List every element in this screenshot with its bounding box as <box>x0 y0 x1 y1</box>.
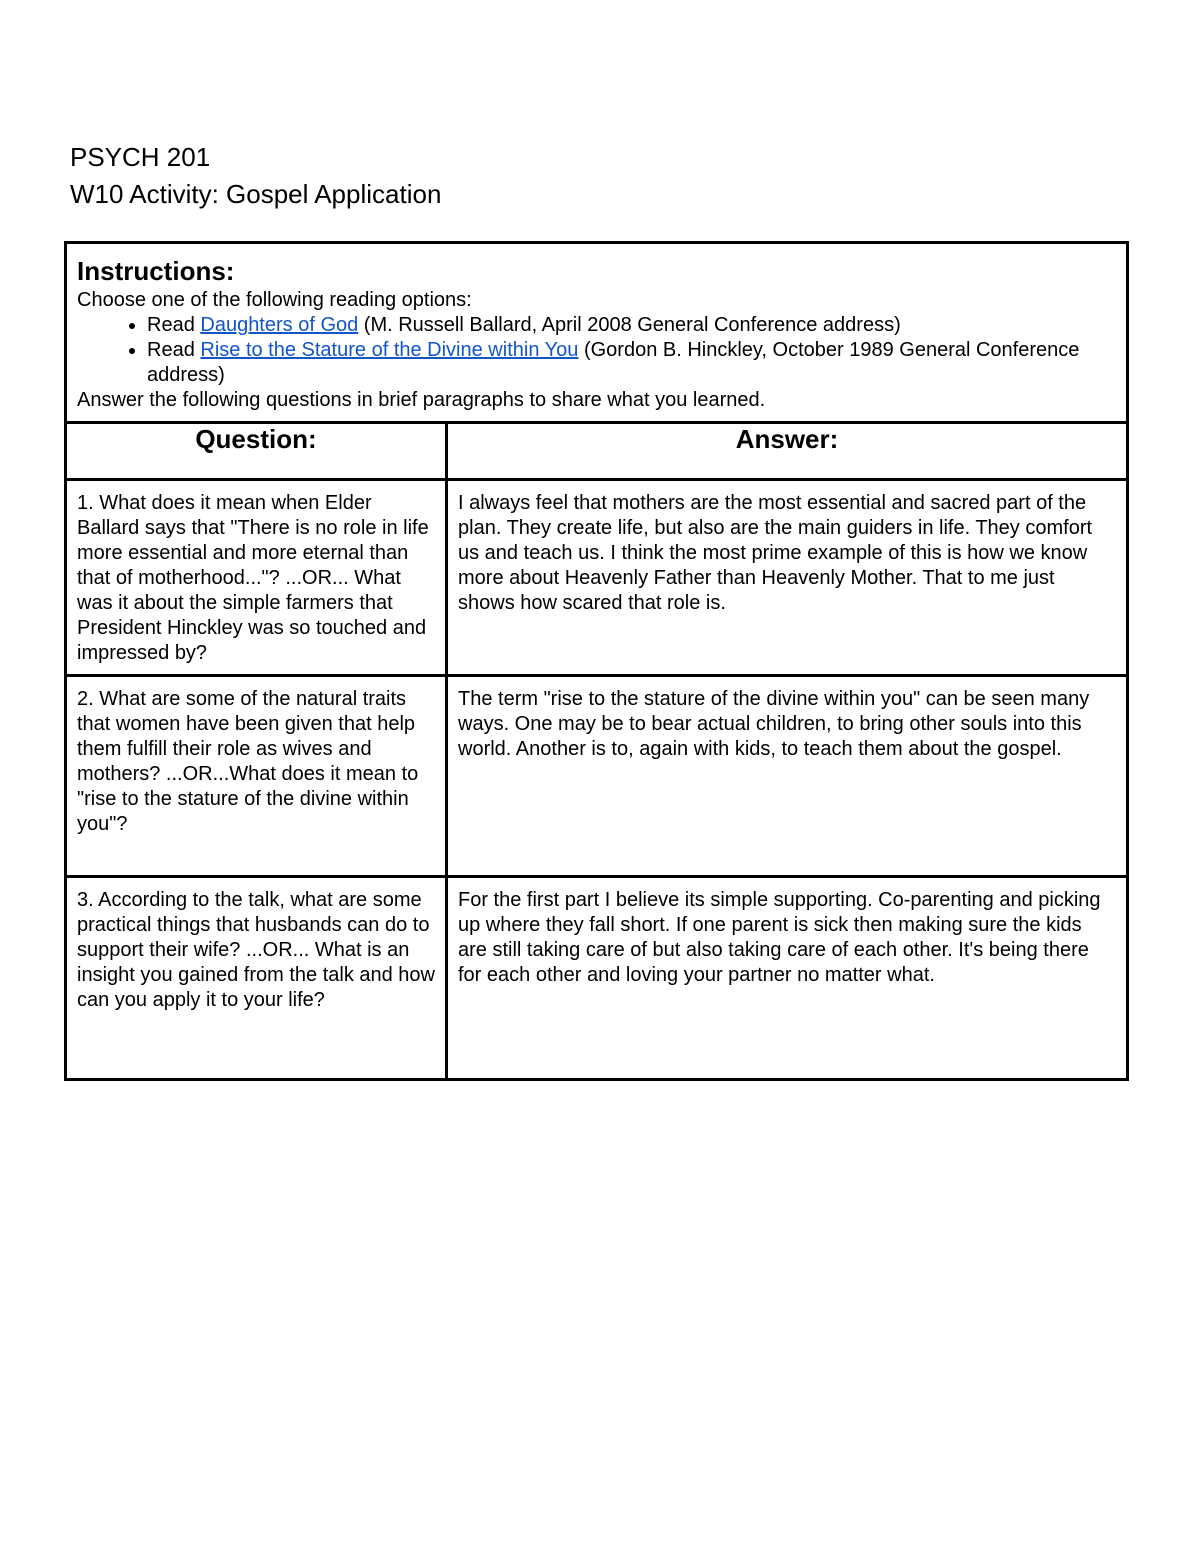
answer-cell-1[interactable]: I always feel that mothers are the most essential and sacred part of the plan. They create life, but also are the main guiders in life. They comfort us and teach us. I think the most prime example of this is how we know more about Heavenly Father than Heavenly Mother. That to me just shows how scared that role is. <box>447 480 1128 676</box>
reading-option-citation: (M. Russell Ballard, April 2008 General Conference address) <box>358 314 901 336</box>
instructions-row <box>66 243 1128 423</box>
activity-title: W10 Activity: Gospel Application <box>70 179 442 209</box>
instructions-heading: Instructions: <box>77 256 235 286</box>
instructions-cell <box>66 243 1128 423</box>
table-row <box>66 877 1128 1080</box>
instructions-outro: Answer the following questions in brief paragraphs to share what you learned. <box>77 389 766 411</box>
reading-option-hinckley <box>147 338 1116 388</box>
daughters-of-god-link[interactable]: Daughters of God <box>200 314 359 336</box>
question-column-header: Question: <box>66 423 447 480</box>
rise-to-the-stature-link[interactable]: Rise to the Stature of the Divine within You <box>200 339 579 361</box>
answer-cell-3[interactable]: For the first part I believe its simple supporting. Co-parenting and picking up where they fall short. If one parent is sick then making sure the kids are still taking care of but also taking care of each other. It's being there for each other and loving your partner no matter what. <box>447 877 1128 1080</box>
course-title: PSYCH 201 <box>70 142 211 172</box>
reading-option-prefix: Read <box>147 314 201 336</box>
worksheet-table <box>64 241 1129 1081</box>
question-cell-2: 2. What are some of the natural traits that women have been given that help them fulfill their role as wives and mothers? ...OR...What does it mean to "rise to the stature of the divine within you"? <box>66 676 447 877</box>
column-header-row <box>66 423 1128 480</box>
reading-option-citation: (Gordon B. Hinckley, October 1989 General Conference address) <box>147 339 1080 386</box>
instructions-intro: Choose one of the following reading options: <box>77 289 472 311</box>
reading-option-prefix: Read <box>147 339 201 361</box>
answer-cell-2[interactable]: The term "rise to the stature of the divine within you" can be seen many ways. One may be to bear actual children, to bring other souls into this world. Another is to, again with kids, to teach them about the gospel. <box>447 676 1128 877</box>
reading-option-ballard <box>147 313 1116 338</box>
question-cell-1: 1. What does it mean when Elder Ballard says that "There is no role in life more essential and more eternal than that of motherhood..."? ...OR... What was it about the simple farmers that President Hinckley was so touched and impressed by? <box>66 480 447 676</box>
reading-options-list <box>77 313 1116 388</box>
answer-column-header: Answer: <box>447 423 1128 480</box>
table-row <box>66 676 1128 877</box>
question-cell-3: 3. According to the talk, what are some practical things that husbands can do to support their wife? ...OR... What is an insight you gained from the talk and how can you apply it to your life? <box>66 877 447 1080</box>
table-row <box>66 480 1128 676</box>
